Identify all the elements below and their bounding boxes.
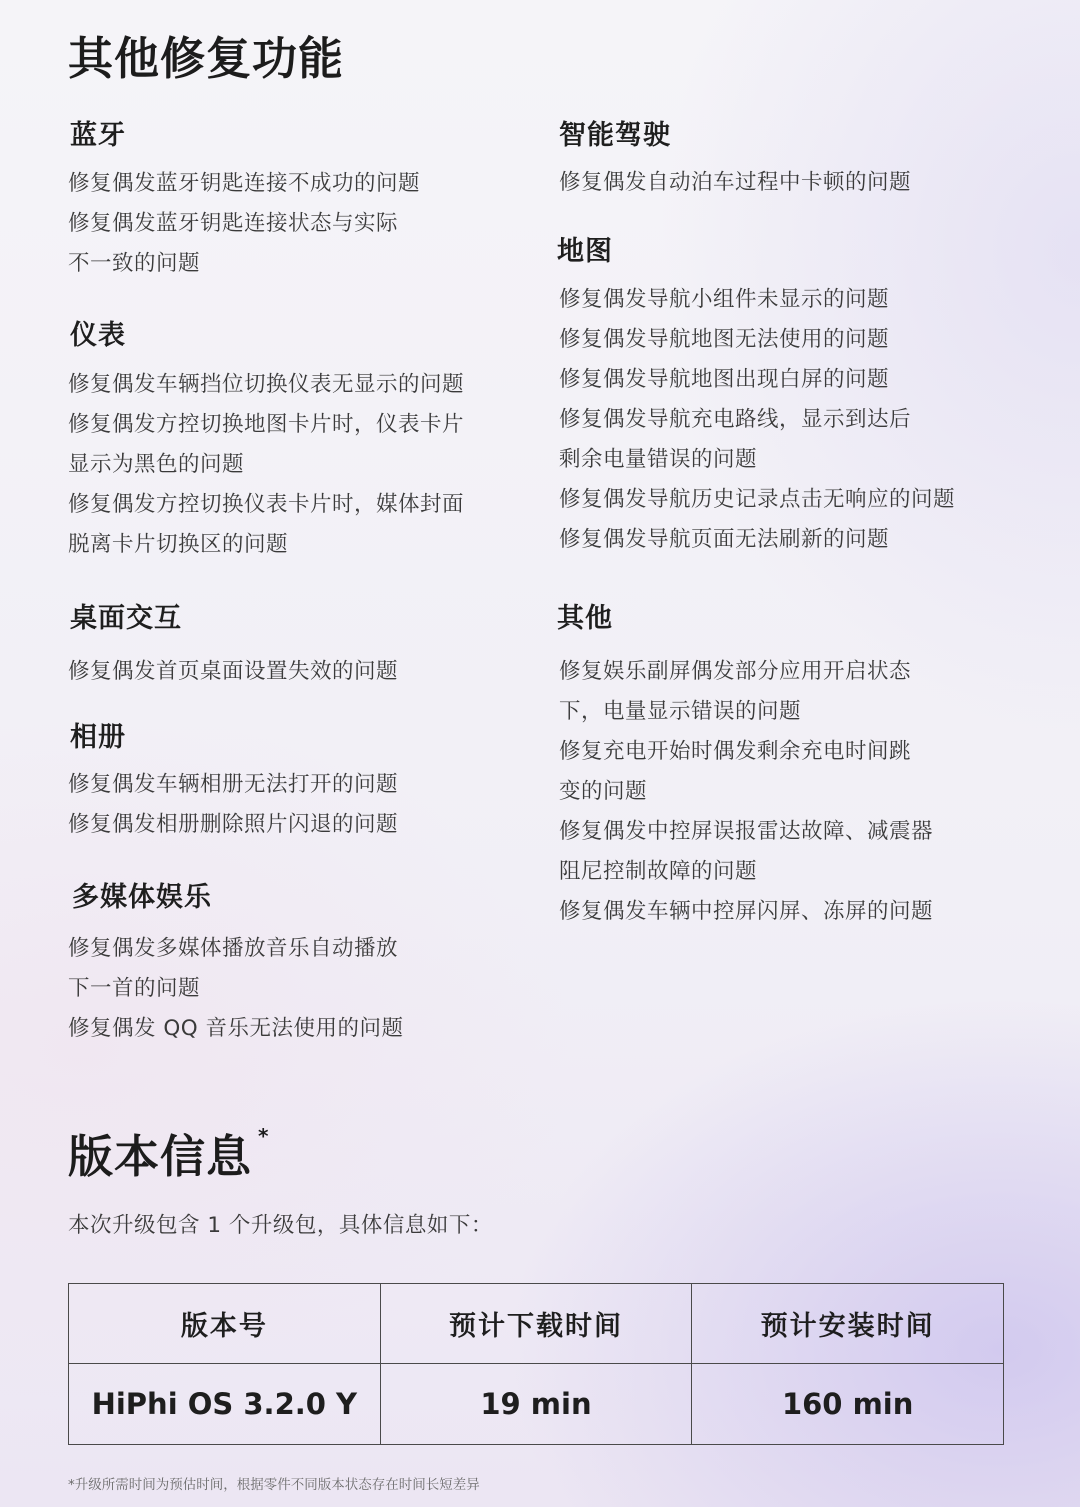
version-intro: 本次升级包含 1 个升级包，具体信息如下： (68, 1213, 493, 1238)
table-row (69, 1364, 1004, 1445)
list-item: 修复充电开始时偶发剩余充电时间跳 (559, 739, 912, 764)
section-body-other (559, 652, 933, 932)
list-item: 阻尼控制故障的问题 (559, 859, 758, 884)
section-heading-driving: 智能驾驶 (559, 120, 671, 151)
section-body-instrument (68, 365, 464, 565)
version-title: 版本信息 (68, 1130, 253, 1183)
header-version-number: 版本号 (69, 1284, 381, 1364)
section-heading-map: 地图 (557, 236, 613, 267)
list-item: 修复偶发首页桌面设置失效的问题 (68, 659, 399, 684)
list-item: 修复偶发自动泊车过程中卡顿的问题 (559, 170, 912, 195)
section-body-map (559, 280, 955, 560)
list-item: 脱离卡片切换区的问题 (68, 532, 289, 557)
page-title: 其他修复功能 (68, 32, 345, 85)
list-item: 修复娱乐副屏偶发部分应用开启状态 (559, 659, 912, 684)
list-item: 修复偶发多媒体播放音乐自动播放 (68, 936, 399, 961)
section-body-driving (559, 163, 911, 203)
list-item: 修复偶发车辆中控屏闪屏、冻屏的问题 (559, 899, 934, 924)
list-item: 修复偶发导航地图出现白屏的问题 (559, 367, 890, 392)
section-heading-instrument: 仪表 (70, 320, 126, 351)
list-item: 下一首的问题 (68, 976, 201, 1001)
version-table-header-row (69, 1284, 1004, 1364)
list-item: 下，电量显示错误的问题 (559, 699, 802, 724)
list-item: 修复偶发蓝牙钥匙连接不成功的问题 (68, 171, 421, 196)
list-item: 修复偶发中控屏误报雷达故障、减震器 (559, 819, 934, 844)
section-body-desktop (68, 652, 398, 692)
section-heading-bluetooth: 蓝牙 (70, 120, 126, 151)
header-download-time: 预计下载时间 (380, 1284, 692, 1364)
list-item: 修复偶发导航历史记录点击无响应的问题 (559, 487, 956, 512)
cell-download-time: 19 min (380, 1364, 692, 1445)
footnote: *升级所需时间为预估时间，根据零件不同版本状态存在时间长短差异 (68, 1477, 480, 1493)
section-body-album (68, 765, 398, 845)
cell-install-time: 160 min (692, 1364, 1004, 1445)
list-item: 修复偶发车辆相册无法打开的问题 (68, 772, 399, 797)
header-install-time: 预计安装时间 (692, 1284, 1004, 1364)
list-item: 修复偶发方控切换仪表卡片时，媒体封面 (68, 492, 465, 517)
list-item: 变的问题 (559, 779, 648, 804)
list-item: 修复偶发方控切换地图卡片时，仪表卡片 (68, 412, 465, 437)
section-heading-album: 相册 (70, 722, 126, 753)
section-body-multimedia (68, 929, 404, 1049)
list-item: 修复偶发蓝牙钥匙连接状态与实际 (68, 211, 399, 236)
section-body-bluetooth (68, 164, 420, 284)
section-heading-desktop: 桌面交互 (70, 603, 182, 634)
list-item: 修复偶发导航充电路线，显示到达后 (559, 407, 912, 432)
list-item: 修复偶发相册删除照片闪退的问题 (68, 812, 399, 837)
version-title-marker: * (258, 1124, 269, 1148)
list-item: 不一致的问题 (68, 251, 201, 276)
list-item: 修复偶发 QQ 音乐无法使用的问题 (68, 1016, 404, 1041)
section-heading-other: 其他 (557, 603, 613, 634)
list-item: 修复偶发导航页面无法刷新的问题 (559, 527, 890, 552)
list-item: 修复偶发车辆挡位切换仪表无显示的问题 (68, 372, 465, 397)
section-heading-multimedia: 多媒体娱乐 (72, 882, 212, 913)
list-item: 修复偶发导航地图无法使用的问题 (559, 327, 890, 352)
cell-version-number: HiPhi OS 3.2.0 Y (69, 1364, 381, 1445)
list-item: 剩余电量错误的问题 (559, 447, 758, 472)
version-table (68, 1283, 1004, 1445)
list-item: 显示为黑色的问题 (68, 452, 245, 477)
list-item: 修复偶发导航小组件未显示的问题 (559, 287, 890, 312)
